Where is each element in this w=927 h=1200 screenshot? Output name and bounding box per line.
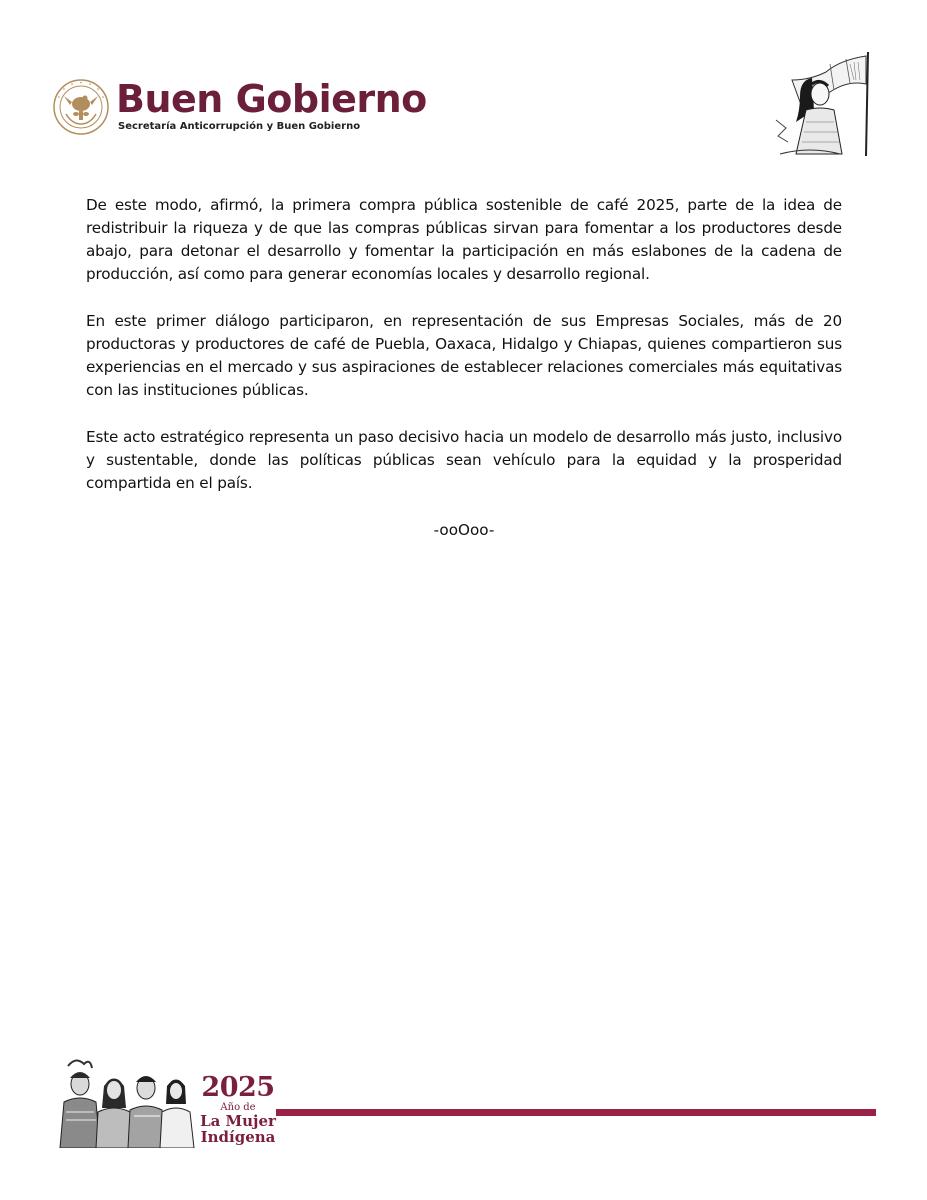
coat-of-arms-seal-icon: [52, 78, 110, 136]
brand-subtitle: Secretaría Anticorrupción y Buen Gobierno: [118, 121, 361, 132]
header-logo: [52, 76, 432, 138]
paragraph-1: De este modo, afirmó, la primera compra pública sostenible de café 2025, parte de la idea de redistribuir la riqueza y de que las compras públicas sirvan para fomentar a los productores desde abajo, para detonar el desarrollo y fomentar la participación en más eslabones de la cadena de producción, así como para generar economías locales y desarrollo regional.: [86, 196, 842, 283]
heroine-with-flag-icon: [770, 50, 874, 158]
footer-year: 2025: [201, 1072, 275, 1103]
indigenous-women-icon: [56, 1056, 196, 1148]
paragraph-2: En este primer diálogo participaron, en representación de sus Empresas Sociales, más de 20 productoras y productores de café de Puebla, Oaxaca, Hidalgo y Chiapas, quienes compartieron sus experiencias en el mercado y sus aspiraciones de establecer relaciones comerciales más equitativas con las instituciones públicas.: [86, 312, 842, 399]
footer-divider: [276, 1109, 876, 1116]
footer-line-3: Indígena: [200, 1128, 276, 1146]
document-body: [86, 194, 842, 542]
brand-title: Buen Gobierno: [116, 77, 427, 121]
year-of-indigenous-women-mark: [198, 1074, 278, 1145]
footer-line-2: La Mujer: [200, 1112, 276, 1130]
paragraph-3: Este acto estratégico representa un paso decisivo hacia un modelo de desarrollo más justo, inclusivo y sustentable, donde las políticas públicas sean vehículo para la equidad y la prosperidad compartida en el país.: [86, 428, 842, 492]
closing-mark: -ooOoo-: [433, 521, 495, 539]
footer-line-1: Año de: [220, 1102, 256, 1113]
